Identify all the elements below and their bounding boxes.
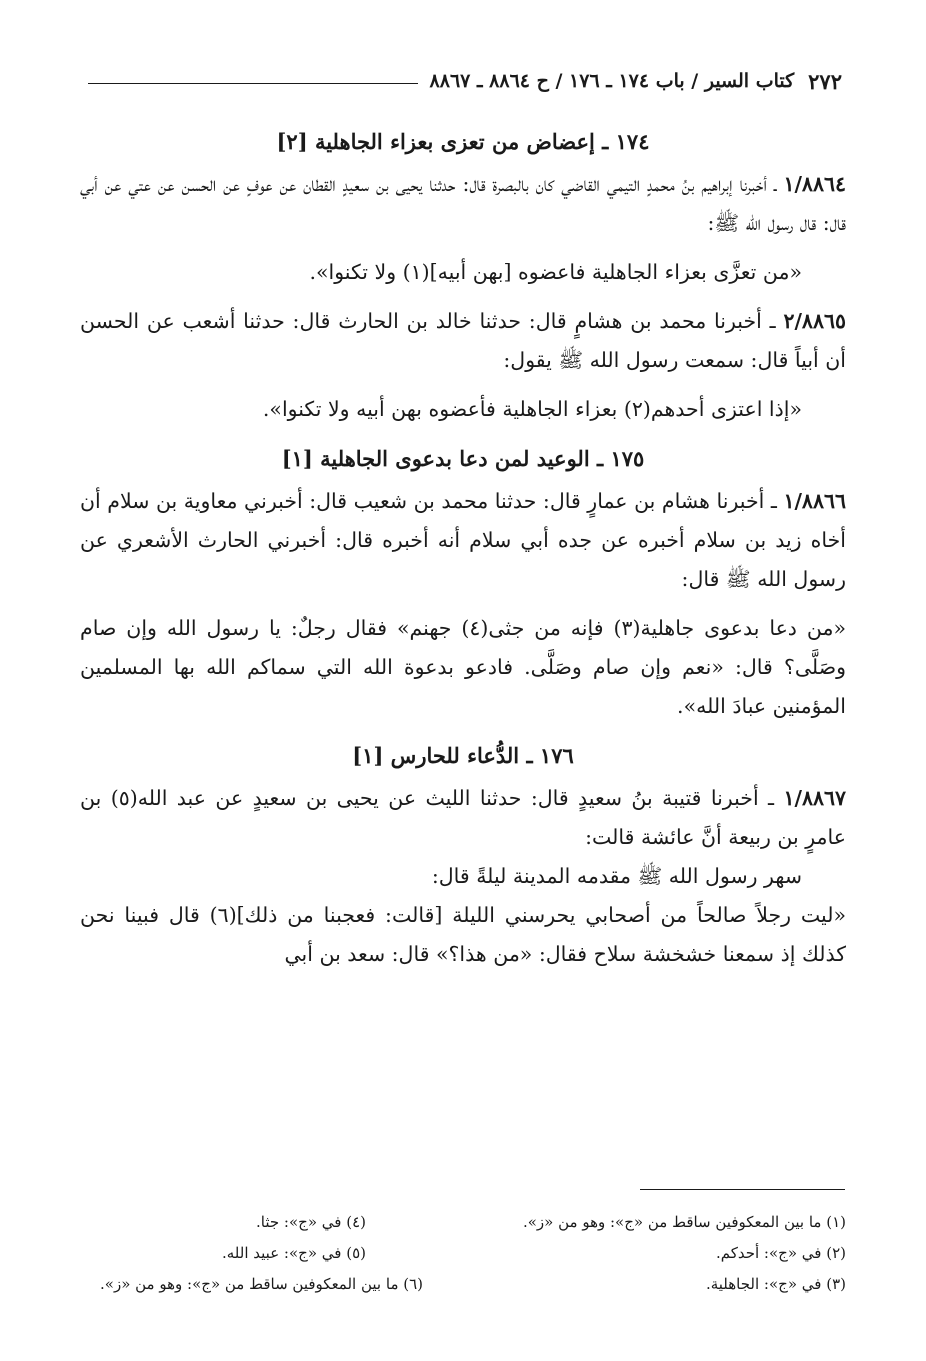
hadith-text: «من دعا بدعوى جاهلية(٣) فإنه من جثى(٤) جهنم» فقال رجلٌ: يا رسول الله وإن صام وصَلَّى؟ قال: «نعم وإن صام وصَلَّى. فادعو بدعوة الله التي سماكم الله بها المسلمين المؤمنين عبادَ الله». (80, 616, 846, 718)
footnote: (٥) في «ج»: عبيد الله. (222, 1244, 366, 1262)
hadith-number: ٢/٨٨٦٥ (783, 309, 846, 333)
chapter-heading: ١٧٥ ـ الوعيد لمن دعا بدعوى الجاهلية [١] (281, 446, 645, 471)
hadith-text: سهر رسول الله ﷺ مقدمه المدينة ليلةً قال: (431, 864, 802, 888)
footnotes (100, 1207, 846, 1300)
running-header (76, 64, 842, 98)
chain-text: ـ أخبرنا محمد بن هشامٍ قال: حدثنا خالد بن الحارث قال: حدثنا أشعب عن الحسن أن أبياً قال: سمعت رسول الله ﷺ يقول: (80, 309, 846, 372)
hadith-text: «ليت رجلاً صالحاً من أصحابي يحرسني الليلة [قالت: فعجبنا من ذلك](٦) قال فبينا نحن كذلك إذ سمعنا خشخشة سلاح فقال: «من هذا؟» قال: سعد بن أبي (80, 903, 847, 966)
hadith-chain (80, 779, 846, 857)
footnote: (٢) في «ج»: أحدكم. (715, 1244, 846, 1262)
footnote-row (100, 1207, 846, 1238)
hadith-chain (80, 165, 846, 243)
chapter-heading: ١٧٦ ـ الدُّعاء للحارس [١] (352, 743, 574, 768)
footnote: (٣) في «ج»: الجاهلية. (705, 1275, 846, 1293)
hadith-number: ١/٨٨٦٤ (783, 172, 846, 196)
footnote: (١) ما بين المعكوفين ساقط من «ج»: وهو من «ز». (522, 1213, 846, 1231)
chain-text: ـ أخبرنا هشام بن عمارٍ قال: حدثنا محمد بن شعيب قال: أخبرني معاوية بن سلام أن أخاه زيد بن سلام أخبره عن جده أبي سلام أنه أخبره قال: أخبرني الحارث الأشعري عن رسول الله ﷺ قال: (80, 489, 846, 591)
hadith-number: ١/٨٨٦٧ (783, 786, 846, 810)
footnote: (٤) في «ج»: جثا. (256, 1213, 366, 1231)
chain-text: ـ أخبرنا إبراهيم بنُ محمدٍ التيمي القاضي كان بالبصرة قال: حدثنا يحيى بن سعيدٍ القطان عن عوفٍ عن الحسن عن عتي عن أبي قال: قال رسول الله ﷺ: (80, 172, 846, 235)
hadith-text: «إذا اعتزى أحدهم(٢) بعزاء الجاهلية فأعضوه بهن أبيه ولا تكنوا». (262, 397, 802, 421)
header-rule (88, 83, 418, 84)
footnote-row (100, 1238, 846, 1269)
chain-text: ـ أخبرنا قتيبة بنُ سعيدٍ قال: حدثنا الليث عن يحيى بن سعيدٍ عن عبد الله(٥) بن عامرٍ بن ربيعة أنَّ عائشة قالت: (80, 786, 846, 849)
hadith-text: «من تعزَّى بعزاء الجاهلية فاعضوه [بهن أبيه](١) ولا تكنوا». (309, 260, 802, 284)
hadith-number: ١/٨٨٦٦ (783, 489, 846, 513)
running-title: كتاب السير / باب ١٧٤ ـ ١٧٦ / ح ٨٨٦٤ ـ ٨٨٦٧ (429, 70, 795, 92)
hadith-chain (80, 482, 846, 599)
main-text (80, 122, 846, 974)
hadith-chain (80, 302, 846, 380)
chapter-heading: ١٧٤ ـ إعضاض من تعزى بعزاء الجاهلية [٢] (276, 129, 650, 154)
page-number: ٢٧٢ (808, 68, 842, 94)
footnote-row (100, 1269, 846, 1300)
footnote-rule (640, 1189, 845, 1190)
footnote: (٦) ما بين المعكوفين ساقط من «ج»: وهو من «ز». (100, 1275, 424, 1293)
